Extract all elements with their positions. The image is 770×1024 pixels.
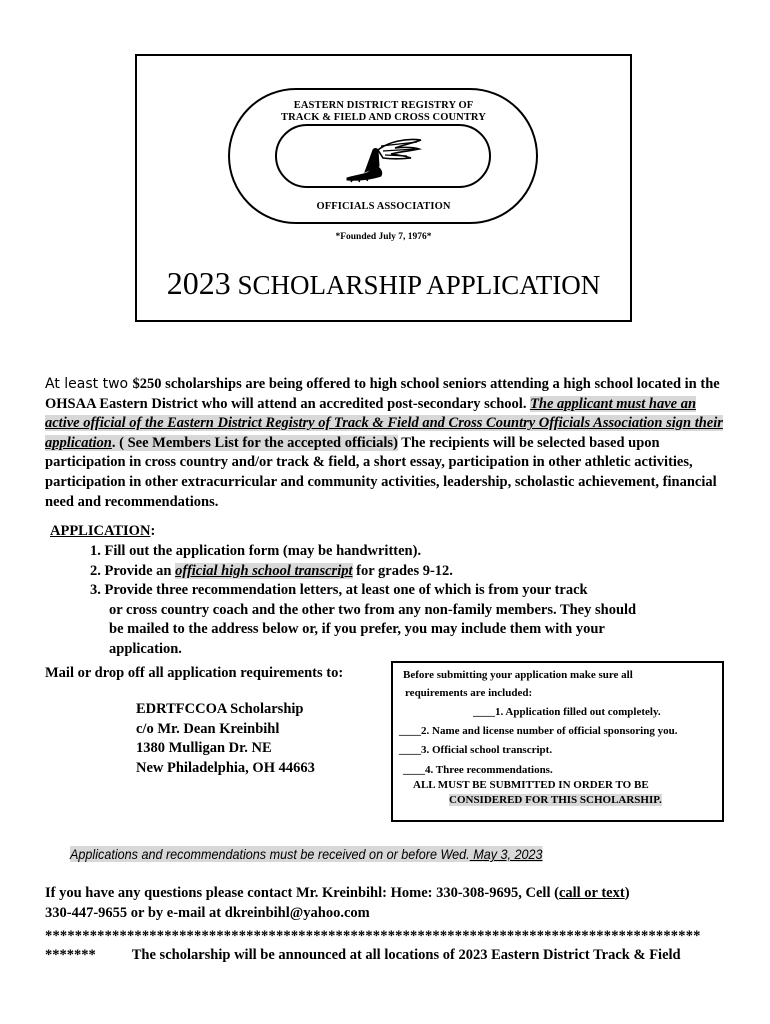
announcement: ******* The scholarship will be announced at all locations of 2023 Eastern District Track & Field	[45, 947, 681, 963]
application-heading: APPLICATION:	[50, 523, 156, 539]
mail-prompt: Mail or drop off all application requirements to:	[45, 665, 344, 681]
address-line-1: EDRTFCCOA Scholarship	[136, 701, 304, 717]
intro-members-note: . ( See Members List for the accepted officials)	[111, 434, 398, 451]
org-name-line-1: EASTERN DISTRICT REGISTRY OF	[293, 100, 474, 111]
checklist-item-4: ____4. Three recommendations.	[403, 764, 553, 776]
org-name-line-3: OFFICIALS ASSOCIATION	[316, 201, 451, 212]
founded-date: *Founded July 7, 1976*	[335, 232, 432, 242]
intro-paragraph	[45, 375, 725, 512]
contact-email-line: 330-447-9655 or by e-mail at dkreinbihl@yahoo.com	[45, 904, 370, 921]
title-text: SCHOLARSHIP APPLICATION	[230, 270, 601, 300]
checklist-warning-1: ALL MUST BE SUBMITTED IN ORDER TO BE	[413, 779, 649, 791]
address-line-2: c/o Mr. Dean Kreinbihl	[136, 720, 280, 737]
checklist-intro-2: requirements are included:	[405, 687, 533, 699]
application-steps	[90, 542, 730, 660]
address-line-3: 1380 Mulligan Dr. NE	[136, 740, 272, 757]
checklist-warning-2: CONSIDERED FOR THIS SCHOLARSHIP.	[449, 794, 662, 806]
checklist-intro-1: Before submitting your application make sure all	[403, 669, 633, 681]
checklist-item-3: ____3. Official school transcript.	[399, 744, 553, 756]
transcript-emphasis: official high school transcript	[175, 562, 353, 579]
intro-lead: At least two	[45, 376, 133, 392]
deadline-notice: Applications and recommendations must be received on or before Wed. May 3, 2023	[70, 846, 543, 862]
title-year: 2023	[166, 265, 231, 301]
divider-stars: ****************************************************************************************	[45, 928, 701, 944]
step-2: 2. Provide an official high school transcript for grades 9-12.	[90, 562, 453, 579]
call-or-text: call or text	[558, 885, 625, 901]
intro-selection-criteria: The recipients will be selected based upon participation in cross country and/or track & field, a short essay, participation in other athletic activities, participation in other extracurricular and community activities, leadership, scholastic achievement, financial need and recommendations.	[45, 434, 717, 510]
address-line-4: New Philadelphia, OH 44663	[136, 759, 315, 776]
checklist-item-1: ____1. Application filled out completely.	[473, 706, 661, 718]
deadline-date: May 3, 2023	[469, 846, 543, 862]
intro-requirement: The applicant must have an active official of the Eastern District Registry of Track & Field and Cross Country Officials Association sign their application	[45, 395, 723, 451]
requirements-checklist	[391, 661, 724, 822]
contact-info: If you have any questions please contact Mr. Kreinbihl: Home: 330-308-9695, Cell (call or text) 330-447-9655 or by e-mail at dkreinbihl@yahoo.com	[45, 884, 735, 923]
winged-shoe-icon	[343, 136, 425, 184]
checklist-item-2: ____2. Name and license number of official sponsoring you.	[399, 725, 678, 737]
intro-scholarship-offer: $250 scholarships are being offered to high school seniors attending a high school located in the OHSAA Eastern District who will attend an accredited post-secondary school.	[45, 376, 720, 412]
step-1: 1. Fill out the application form (may be handwritten).	[90, 543, 422, 559]
mailing-address	[136, 700, 315, 778]
step-3: 3. Provide three recommendation letters, at least one of which is from your track or cross country coach and the other two from any non-family members. They should be mailed to the address below or, if you prefer, you may include them with your application.	[90, 582, 637, 657]
page-title	[135, 266, 632, 302]
org-name-line-2: TRACK & FIELD AND CROSS COUNTRY	[281, 112, 486, 123]
